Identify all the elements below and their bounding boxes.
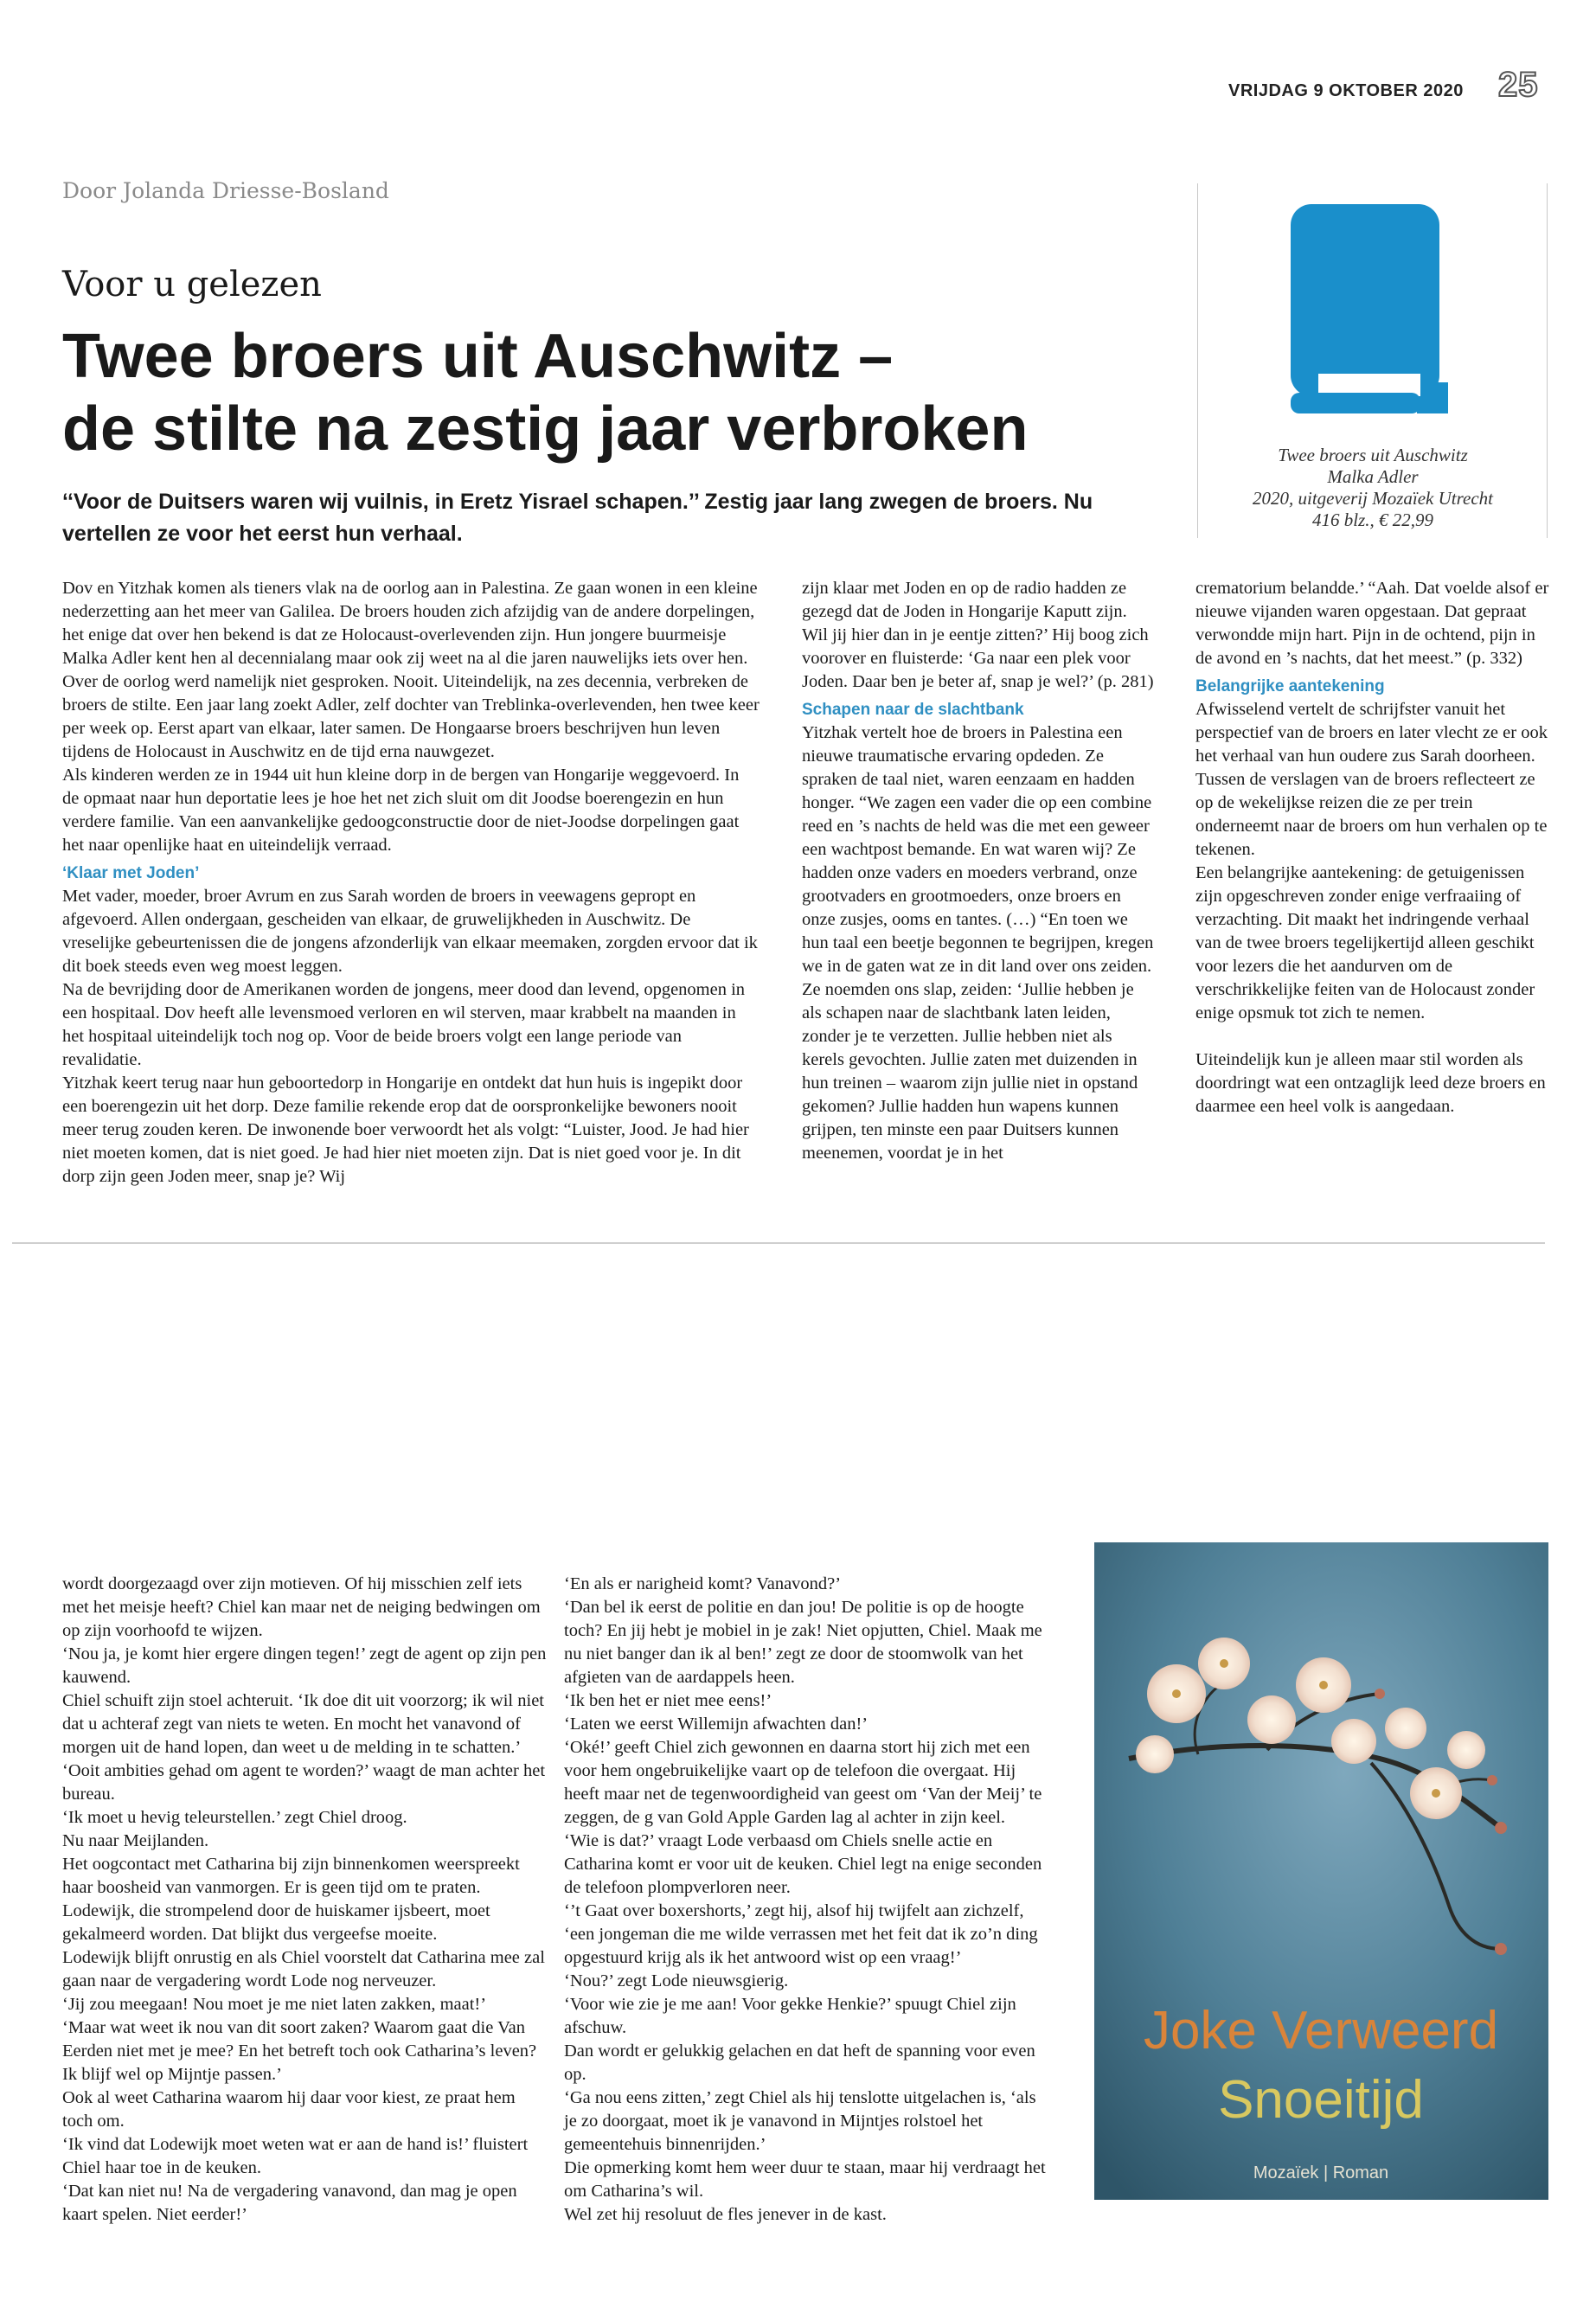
paragraph: crematorium belandde.’ “Aah. Dat voelde alsof er nieuwe vijanden waren opgestaan. Dat gepraat verwondde mijn hart. Pijn in de ochtend, pijn in de avond en ’s nachts, dat het meest.” (p. 332) (1195, 579, 1549, 668)
paragraph: Ook al weet Catharina waarom hij daar voor kiest, ze praat hem toch om. (62, 2088, 516, 2131)
paragraph: Dan wordt er gelukkig gelachen en dat heft de spanning voor even op. (564, 2041, 1035, 2084)
article1-column-3 (1195, 577, 1552, 1118)
cover-publisher: Mozaïek | Roman (1253, 2163, 1389, 2182)
sidebar-divider-right (1547, 183, 1548, 538)
book-publisher: 2020, uitgeverij Mozaïek Utrecht (1253, 488, 1493, 509)
paragraph: wordt doorgezaagd over zijn motieven. Of hij misschien zelf iets met het meisje heeft? Chiel kan maar net de neiging bedwingen om op zijn voorhoofd te wijzen. (62, 1574, 541, 1640)
paragraph: ‘Ik moet u hevig teleurstellen.’ zegt Chiel droog. (62, 1808, 407, 1827)
paragraph: Yitzhak keert terug naar hun geboortedorp in Hongarije en ontdekt dat hun huis is ingepikt door een boerengezin uit het dorp. Deze familie rekende erop dat de oorspronkelijke bewoners nooit meer terug zouden keren. De inwonende boer verwoordt het als volgt: “Luister, Jood. Je had hier niet moeten komen, dat is niet goed. Je had hier niet moeten zijn. Dat is niet goed voor je. In dit dorp zijn geen Joden meer, snap je? Wij (62, 1074, 749, 1186)
paragraph: ‘En als er narigheid komt? Vanavond?’ (564, 1574, 842, 1593)
paragraph: ‘Nou ja, je komt hier ergere dingen tegen!’ zegt de agent op zijn pen kauwend. (62, 1644, 547, 1687)
paragraph: ‘Jij zou meegaan! Nou moet je me niet laten zakken, maat!’ (62, 1995, 487, 2014)
cover-author: Joke Verweerd (1143, 2001, 1499, 2061)
subheading: ‘Klaar met Joden’ (62, 864, 200, 882)
paragraph: ‘Laten we eerst Willemijn afwachten dan!’ (564, 1715, 869, 1734)
paragraph: ‘Ooit ambities gehad om agent te worden?’ waagt de man achter het bureau. (62, 1761, 546, 1804)
article2-column-1 (62, 1573, 547, 2227)
cover-title: Snoeitijd (1218, 2070, 1424, 2130)
paragraph: Yitzhak vertelt hoe de broers in Palestina een nieuwe traumatische ervaring opdeden. Ze spraken de taal niet, waren eenzaam en hadden honger. “We zagen een vader die op een combine reed en ’s nachts de held was die met een geweer een wachtpost bemande. En wat waren wij? Ze hadden onze vaders en moeders verbrand, onze grootvaders en grootmoeders, onze broers en onze zusjes, ooms en tantes. (…) “En toen we hun taal een beetje begonnen te begrijpen, kregen we in de gaten wat ze in dit land over ons zeiden. Ze noemden ons slap, zeiden: ‘Jullie hebben je als schapen naar de slachtbank laten leiden, zonder je te verzetten. Jullie hebben niet als kerels gevochten. Jullie zaten met duizenden in hun treinen – waarom zijn jullie niet in opstand gekomen? Jullie hadden hun wapens kunnen grijpen, ten minste een paar Duitsers kunnen meenemen, voordat je in het (802, 723, 1154, 1163)
paragraph: Chiel schuift zijn stoel achteruit. ‘Ik doe dit uit voorzorg; ik wil niet dat u achteraf zegt van niets te weten. En mocht het vanavond of morgen uit de hand lopen, dan weet u de melding in te schatten.’ (62, 1691, 544, 1757)
section-kicker: Voor u gelezen (62, 265, 322, 304)
paragraph: ‘Ga nou eens zitten,’ zegt Chiel als hij tenslotte uitgelachen is, ‘als je zo doorgaat, moet ik je vanavond in Mijntjes rolstoel het gemeentehuis binnenrijden.’ (564, 2088, 1036, 2154)
paragraph: Uiteindelijk kun je alleen maar stil worden als doordringt wat een ontzaglijk leed deze broers en daarmee een heel volk is aangedaan. (1195, 1050, 1546, 1116)
article-divider (12, 1242, 1545, 1244)
paragraph: Nu naar Meijlanden. (62, 1831, 209, 1850)
issue-date: VRIJDAG 9 OKTOBER 2020 (1228, 81, 1464, 100)
paragraph: ‘Maar wat weet ik nou van dit soort zaken? Waarom gaat die Van Eerden niet met je mee? En het betreft toch ook Catharina’s leven? Ik blijf wel op Mijntje passen.’ (62, 2018, 537, 2084)
book-info (1199, 445, 1547, 531)
title-line-2: de stilte na zestig jaar verbroken (62, 394, 1029, 464)
paragraph: Wel zet hij resoluut de fles jenever in de kast. (564, 2205, 887, 2224)
article2-column-2 (564, 1573, 1048, 2227)
paragraph: Die opmerking komt hem weer duur te staan, maar hij verdraagt het om Catharina’s wil. (564, 2158, 1046, 2201)
subheading: Belangrijke aantekening (1195, 677, 1385, 695)
book-details: 416 blz., € 22,99 (1311, 510, 1433, 530)
subheading: Schapen naar de slachtbank (802, 701, 1024, 719)
paragraph: ‘Voor wie zie je me aan! Voor gekke Henkie?’ spuugt Chiel zijn afschuw. (564, 1995, 1016, 2037)
paragraph: ‘Nou?’ zegt Lode nieuwsgierig. (564, 1971, 789, 1990)
paragraph: ‘Ik ben het er niet mee eens!’ (564, 1691, 772, 1710)
sidebar-divider (1197, 183, 1198, 538)
paragraph: Dov en Yitzhak komen als tieners vlak na de oorlog aan in Palestina. Ze gaan wonen in een kleine nederzetting aan het meer van Galilea. De broers houden zich afzijdig van de andere dorpelingen, het enige dat over hen bekend is dat ze Holocaust-overlevenden zijn. Hun jongere buurmeisje Malka Adler kent hen al decennialang maar ook zij weet na al die jaren nauwelijks iets over hen. Over de oorlog werd namelijk niet gesproken. Nooit. Uiteindelijk, na zes decennia, verbreken de broers de stilte. Een jaar lang zoekt Adler, zelf dochter van Treblinka-overlevenden, hen twee keer per week op. Eerst apart van elkaar, later samen. De Hongaarse broers beschrijven hun leven tijdens de Holocaust in Auschwitz en de tijd erna nauwgezet. (62, 579, 760, 761)
paragraph: ‘Dan bel ik eerst de politie en dan jou! De politie is op de hoogte toch? En jij hebt je mobiel in je zak! Niet opjutten, Chiel. Maak me nu niet banger dan ik al ben!’ zegt ze door de stoomwolk van het afgieten van de aardappels heen. (564, 1598, 1042, 1687)
book-icon (1287, 201, 1452, 417)
paragraph: Na de bevrijding door de Amerikanen worden de jongens, meer dood dan levend, opgenomen in een hospitaal. Dov heeft alle levensmoed verloren en wil sterven, maar krabbelt na maanden in het hospitaal uiteindelijk toch nog op. Voor de beide broers volgt een lange periode van revalidatie. (62, 980, 746, 1069)
article-lead: ‘‘Voor de Duitsers waren wij vuilnis, in Eretz Yisrael schapen.’’ Zestig jaar lang zwegen de broers. Nu vertellen ze voor het eerst hun verhaal. (62, 490, 1093, 546)
paragraph: zijn klaar met Joden en op de radio hadden ze gezegd dat de Joden in Hongarije Kaputt zijn. Wil jij hier dan in je eentje zitten?’ Hij boog zich voorover en fluisterde: ‘Ga naar een plek voor Joden. Daar ben je beter af, snap je wel?’ (p. 281) (802, 579, 1154, 691)
paragraph: Een belangrijke aantekening: de getuigenissen zijn opgeschreven zonder enige verfraaiing of verzachting. Dit maakt het indringende verhaal van de twee broers tegelijkertijd alleen geschikt voor lezers die het aandurven om de verschrikkelijke feiten van de Holocaust zonder enige opsmuk tot zich te nemen. (1195, 863, 1535, 1022)
book-title: Twee broers uit Auschwitz (1278, 445, 1468, 465)
paragraph: ‘Oké!’ geeft Chiel zich gewonnen en daarna stort hij zich met een voor hem ongebruikelijke vaart op de telefoon die overgaat. Hij heeft maar net de tegenwoordigheid van geest om ‘Van der Meij’ te zeggen, de g van Gold Apple Garden lag al achter in zijn keel. (564, 1738, 1042, 1827)
byline: Door Jolanda Driesse-Bosland (62, 178, 389, 203)
article-title (62, 320, 1187, 465)
article1-column-1 (62, 577, 760, 1189)
title-line-1: Twee broers uit Auschwitz – (62, 322, 894, 391)
article1-column-2 (802, 577, 1157, 1165)
paragraph: Afwisselend vertelt de schrijfster vanuit het perspectief van de broers en later vlecht ze er ook het verhaal van hun oudere zus Sarah doorheen. Tussen de verslagen van de broers reflecteert ze op de wekelijkse reizen die ze per trein onderneemt naar de broers om hun verhalen op te tekenen. (1195, 700, 1548, 859)
paragraph: ‘Dat kan niet nu! Na de vergadering vanavond, dan mag je open kaart spelen. Niet eerder!’ (62, 2182, 517, 2224)
paragraph: Lodewijk blijft onrustig en als Chiel voorstelt dat Catharina mee zal gaan naar de vergadering wordt Lode nog nerveuzer. (62, 1948, 545, 1990)
paragraph: Als kinderen werden ze in 1944 uit hun kleine dorp in de bergen van Hongarije weggevoerd. In de opmaat naar hun deportatie lees je hoe het net zich sluit om dit Joodse boerengezin en hun verdere familie. Van een aanvankelijke gedoogconstructie door de niet-Joodse dorpelingen gaat het naar openlijke haat en uiteindelijk verraad. (62, 766, 740, 855)
paragraph: ‘Wie is dat?’ vraagt Lode verbaasd om Chiels snelle actie en Catharina komt er voor uit de keuken. Chiel legt na enige seconden de telefoon plompverloren neer. (564, 1831, 1042, 1897)
page-number: 25 (1498, 66, 1539, 104)
book-author: Malka Adler (1327, 466, 1419, 487)
paragraph: Het oogcontact met Catharina bij zijn binnenkomen weerspreekt haar boosheid van vanmorgen. Er is geen tijd om te praten. Lodewijk, die strompelend door de huiskamer ijsbeert, moet gekalmeerd worden. Dat blijkt dus vergeefse moeite. (62, 1855, 520, 1944)
paragraph: ‘Ik vind dat Lodewijk moet weten wat er aan de hand is!’ fluistert Chiel haar toe in de keuken. (62, 2135, 529, 2177)
book-cover (1094, 1542, 1548, 2200)
paragraph: Met vader, moeder, broer Avrum en zus Sarah worden de broers in veewagens gepropt en afgevoerd. Allen ondergaan, gescheiden van elkaar, de gruwelijkheden in Auschwitz. De vreselijke gebeurtenissen die de jongens afzonderlijk van elkaar meemaken, zorgden ervoor dat ik dit boek steeds even weg moest leggen. (62, 887, 758, 976)
paragraph: ‘’t Gaat over boxershorts,’ zegt hij, alsof hij twijfelt aan zichzelf, ‘een jongeman die me wilde verrassen met het feit dat ik zo’n ding opgestuurd krijg als ik het antwoord wist op een vraag!’ (564, 1901, 1038, 1967)
paragraph-spacer (1195, 1025, 1552, 1048)
